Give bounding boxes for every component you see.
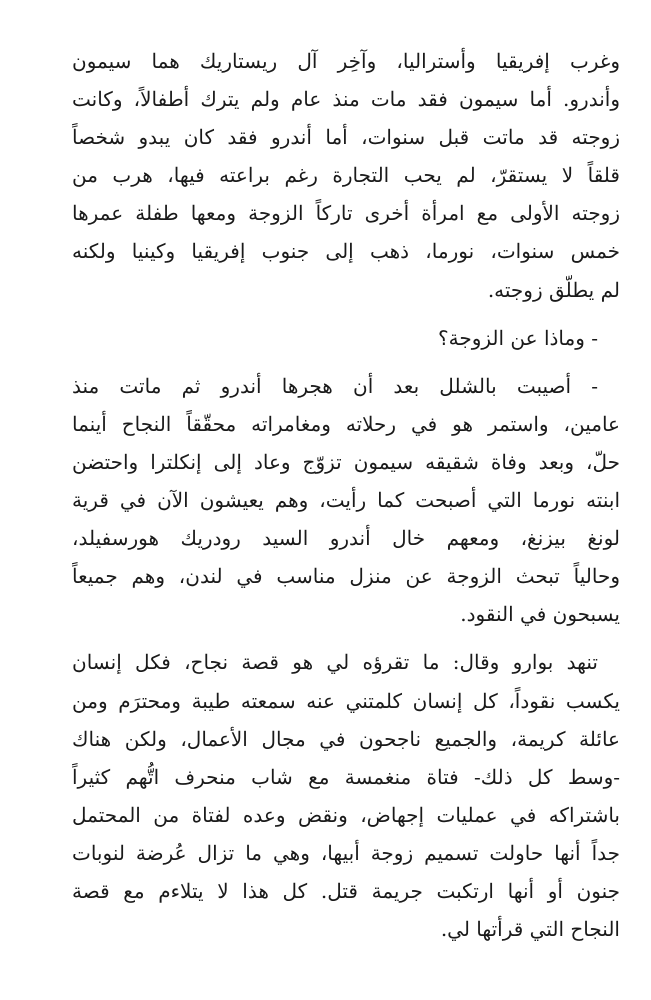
text-line: جداً أنها حاولت تسميم زوجة أبيها، وهي ما تزال عُرضة لنوبات (72, 840, 620, 865)
text-line: عائلة كريمة، والجميع ناجحون في مجال الأعمال، ولكن هناك (72, 726, 620, 751)
paragraph-poirot (72, 643, 620, 948)
text-line: وأندرو. أما سيمون فقد مات منذ عام ولم يترك أطفالاً، وكانت (72, 87, 620, 112)
text-line: خمس سنوات، نورما، ذهب إلى جنوب إفريقيا وكينيا ولكنه (72, 239, 620, 264)
paragraph-spacer (72, 357, 620, 367)
text-line: زوجته قد ماتت قبل سنوات، أما أندرو فقد كان يبدو شخصاً (72, 125, 620, 150)
text-line: زوجته الأولى مع امرأة أخرى تاركاً الزوجة ومعها طفلة عمرها (72, 201, 620, 226)
text-line: تنهد بوارو وقال: ما تقرؤه لي هو قصة نجاح، فكل إنسان (72, 650, 598, 675)
text-line: لونغ بيزنغ، ومعهم خال أندرو السيد رودريك هورسفيلد، (72, 526, 620, 551)
text-line: باشتراكه في عمليات إجهاض، ونقض وعده لفتاة من المحتمل (72, 802, 620, 827)
text-line: حلّ، وبعد وفاة شقيقه سيمون تزوّج وعاد إلى إنكلترا واحتضن (72, 449, 620, 474)
paragraph-spacer (72, 633, 620, 643)
paragraph-answer (72, 367, 620, 634)
text-line: لم يطلّق زوجته. (487, 277, 620, 302)
text-line: - أصيبت بالشلل بعد أن هجرها أندرو ثم ماتت منذ (72, 373, 598, 398)
text-line: ابنته نورما التي أصبحت كما رأيت، وهم يعيشون الآن في قرية (72, 488, 620, 513)
paragraph-spacer (72, 309, 620, 319)
text-line: - وماذا عن الزوجة؟ (438, 325, 598, 350)
paragraph-question (72, 319, 620, 357)
paragraph-family-history (72, 42, 620, 309)
text-line: يكسب نقوداً، كل إنسان كلمتني عنه سمعته طيبة ومحترَم ومن (72, 688, 620, 713)
text-line: عامين، واستمر هو في رحلاته ومغامراته محقّقاً النجاح أينما (72, 411, 620, 436)
text-line: وغرب إفريقيا وأستراليا، وآخِر آل ريستاريك هما سيمون (72, 49, 620, 73)
text-line: يسبحون في النقود. (460, 602, 620, 627)
text-line: النجاح التي قرأتها لي. (440, 917, 620, 942)
text-line: وحالياً تبحث الزوجة عن منزل مناسب في لندن، وهم جميعاً (72, 564, 620, 589)
text-line: -وسط كل ذلك- فتاة منغمسة مع شاب منحرف اتُّهم كثيراً (72, 764, 620, 789)
text-line: جنون أو أنها ارتكبت جريمة قتل. كل هذا لا يتلاءم مع قصة (72, 878, 620, 903)
text-line: قلقاً لا يستقرّ، لم يحب التجارة رغم براعته فيها، هرب من (72, 163, 620, 188)
book-page (72, 42, 620, 948)
